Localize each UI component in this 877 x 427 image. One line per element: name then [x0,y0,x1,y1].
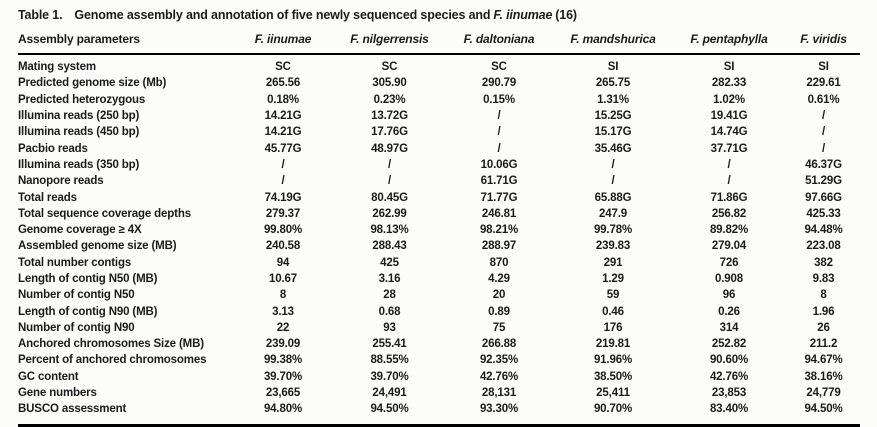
cell-value: 20 [492,289,506,302]
row-label: Total reads [18,191,77,204]
cell-value: 382 [814,256,833,269]
cell-value: / [281,158,285,171]
table-body [18,54,860,425]
column-header-assembly-parameters: Assembly parameters [18,32,230,54]
cell-value: 211.2 [809,338,838,351]
cell-value: 0.908 [714,273,744,285]
cell-value: 726 [719,256,739,269]
cell-value: 75 [492,321,506,334]
cell-value: / [497,142,501,155]
table-row [18,92,860,108]
cell-value: SI [723,61,735,74]
table-row [18,303,860,319]
cell-value: 239.83 [595,240,631,253]
cell-value: 240.58 [265,240,301,253]
cell-value: 93 [383,321,396,334]
cell-value: 265.75 [595,77,631,90]
cell-value: 71.86G [710,191,748,204]
table-title-species-name: F. iinumae [493,8,553,22]
table-row [18,173,860,189]
table-row [18,108,860,124]
cell-value: 0.26 [718,305,740,318]
cell-value: 279.04 [711,240,747,253]
cell-value: 94.67% [804,354,843,367]
table-row [18,206,860,222]
row-label: Percent of anchored chromosomes [18,354,207,367]
cell-value: / [611,175,615,188]
cell-value: / [727,175,731,188]
cell-value: 42.76% [479,370,519,383]
table-row [18,336,860,352]
cell-value: SC [491,61,507,74]
cell-value: 14.21G [264,126,302,139]
cell-value: 425.33 [806,207,841,220]
cell-value: 80.45G [371,191,408,204]
cell-value: 38.16% [804,370,843,383]
cell-value: 256.82 [711,207,747,220]
cell-value: 0.15% [483,93,515,106]
cell-value: 94.80% [263,403,303,416]
row-label: Genome coverage ≥ 4X [18,224,142,237]
cell-value: 39.70% [263,370,303,383]
row-label: BUSCO assessment [18,403,127,416]
row-label: Nanopore reads [18,175,104,188]
cell-value: 176 [603,321,623,334]
cell-value: 90.70% [593,403,633,416]
cell-value: 14.21G [264,110,302,123]
cell-value: 8 [820,289,827,302]
row-label: Number of contig N90 [18,321,135,334]
genome-assembly-table [18,32,860,427]
cell-value: 59 [606,289,620,302]
cell-value: 25,411 [596,387,630,400]
cell-value: 305.90 [372,77,407,90]
cell-value: SI [818,61,829,74]
cell-value: 246.81 [481,207,517,220]
row-label: Illumina reads (450 bp) [18,126,140,139]
table-row [18,189,860,205]
cell-value: 425 [380,256,399,269]
cell-value: 255.41 [372,338,407,351]
cell-value: 71.77G [480,191,518,204]
cell-value: 0.23% [373,93,406,106]
cell-value: 94.50% [804,403,843,416]
cell-value: / [821,110,826,123]
cell-value: 37.71G [710,142,748,155]
table-row [18,54,860,75]
cell-value: 65.88G [594,191,632,204]
cell-value: 314 [719,321,739,334]
cell-value: 26 [817,321,830,334]
cell-value: 98.21% [479,224,519,237]
table-row [18,320,860,336]
row-label: Total sequence coverage depths [18,207,191,220]
cell-value: 0.18% [267,93,299,106]
cell-value: 0.61% [807,93,840,106]
cell-value: 88.55% [370,354,409,367]
row-label: Number of contig N50 [18,289,135,302]
cell-value: 92.35% [479,354,519,367]
row-label: Predicted genome size (Mb) [18,77,167,90]
cell-value: 1.31% [597,93,629,106]
cell-value: / [821,142,826,155]
cell-value: 46.37G [805,158,842,171]
table-number: Table 1. [18,8,63,22]
row-label: Predicted heterozygous [18,93,146,106]
table-row [18,238,860,254]
cell-value: 0.89 [488,305,510,318]
cell-value: 39.70% [370,370,409,383]
cell-value: 229.61 [806,77,841,90]
table-title [18,8,860,22]
cell-value: SC [381,61,398,74]
column-header-species: F. nilgerrensis [336,32,443,54]
cell-value: 22 [276,321,290,334]
row-label: Anchored chromosomes Size (MB) [18,338,204,351]
cell-value: / [727,158,731,171]
column-header-species: F. daltoniana [443,32,555,54]
table-row [18,222,860,238]
cell-value: 94 [276,256,290,269]
cell-value: 10.67 [268,273,298,285]
cell-value: 51.29G [805,175,842,188]
table-row [18,157,860,173]
cell-value: 99.78% [593,224,633,237]
row-label: Illumina reads (350 bp) [18,158,140,171]
cell-value: 42.76% [709,370,749,383]
table-title-reference: (16) [555,8,577,22]
column-header-species: F. mandshurica [555,32,671,54]
cell-value: 83.40% [709,403,749,416]
cell-value: 290.79 [481,77,517,90]
cell-value: 17.76G [371,126,408,139]
cell-value: 98.13% [370,224,409,237]
cell-value: 3.16 [378,273,401,285]
table-row [18,75,860,91]
cell-value: / [611,158,615,171]
cell-value: 282.33 [711,77,747,90]
cell-value: 291 [603,256,623,269]
column-header-species: F. viridis [787,32,860,54]
table-row [18,385,860,401]
cell-value: 19.41G [710,110,748,123]
cell-value: 96 [722,289,736,302]
cell-value: 1.96 [812,305,835,318]
cell-value: 15.25G [594,110,632,123]
cell-value: 94.50% [370,403,409,416]
table-row [18,369,860,385]
cell-value: 93.30% [479,403,519,416]
cell-value: 219.81 [595,338,631,351]
cell-value: 48.97G [371,142,408,155]
table-row [18,255,860,271]
row-label: Total number contigs [18,256,132,269]
cell-value: 35.46G [594,142,632,155]
cell-value: 61.71G [480,175,518,188]
cell-value: 247.9 [598,207,628,220]
cell-value: 1.29 [602,273,624,285]
table-row [18,352,860,368]
cell-value: 223.08 [806,240,841,253]
cell-value: 74.19G [264,191,302,204]
cell-value: 10.06G [480,158,518,171]
cell-value: 9.83 [812,273,835,285]
cell-value: 252.82 [711,338,747,351]
cell-value: / [497,126,501,139]
cell-value: 14.74G [710,126,748,139]
cell-value: 13.72G [371,110,408,123]
table-row [18,124,860,140]
table-title-text: Genome assembly and annotation of five newly sequenced species and [74,8,491,22]
cell-value: / [387,175,392,188]
row-label: GC content [18,370,79,383]
cell-value: 89.82% [709,224,749,237]
table-row [18,140,860,156]
table-row [18,401,860,425]
cell-value: 28,131 [481,387,517,400]
row-label: Length of contig N50 (MB) [18,273,158,285]
cell-value: 262.99 [372,207,407,220]
cell-value: 23,853 [711,387,747,400]
table-row [18,287,860,303]
cell-value: 99.80% [263,224,303,237]
cell-value: 99.38% [263,354,303,367]
cell-value: / [281,175,285,188]
cell-value: / [387,158,392,171]
cell-value: 91.96% [593,354,633,367]
cell-value: 38.50% [593,370,633,383]
cell-value: 1.02% [713,93,745,106]
row-label: Length of contig N90 (MB) [18,305,158,318]
cell-value: 94.48% [804,224,843,237]
cell-value: 870 [489,256,509,269]
cell-value: 239.09 [265,338,301,351]
cell-value: 4.29 [488,273,510,285]
cell-value: 97.66G [805,191,842,204]
cell-value: SI [607,61,619,74]
cell-value: 266.88 [481,338,517,351]
column-header-species: F. iinumae [230,32,336,54]
cell-value: 28 [383,289,396,302]
cell-value: 288.97 [481,240,517,253]
cell-value: 288.43 [372,240,407,253]
cell-value: / [821,126,826,139]
cell-value: 3.13 [272,305,294,318]
cell-value: 0.68 [378,305,401,318]
row-label: Pacbio reads [18,142,88,155]
row-label: Gene numbers [18,387,97,400]
cell-value: 45.77G [264,142,302,155]
row-label: Assembled genome size (MB) [18,240,177,253]
cell-value: 0.46 [602,305,624,318]
cell-value: 24,779 [806,387,841,400]
cell-value: 24,491 [372,387,407,400]
cell-value: SC [275,61,291,74]
cell-value: 90.60% [709,354,749,367]
cell-value: / [497,110,501,123]
cell-value: 8 [279,289,287,302]
row-label: Illumina reads (250 bp) [18,110,140,123]
cell-value: 23,665 [265,387,301,400]
cell-value: 265.56 [265,77,301,90]
cell-value: 279.37 [265,207,301,220]
table-row [18,271,860,287]
row-label: Mating system [18,61,96,74]
header-row [18,32,860,54]
column-header-species: F. pentaphylla [671,32,787,54]
cell-value: 15.17G [594,126,632,139]
